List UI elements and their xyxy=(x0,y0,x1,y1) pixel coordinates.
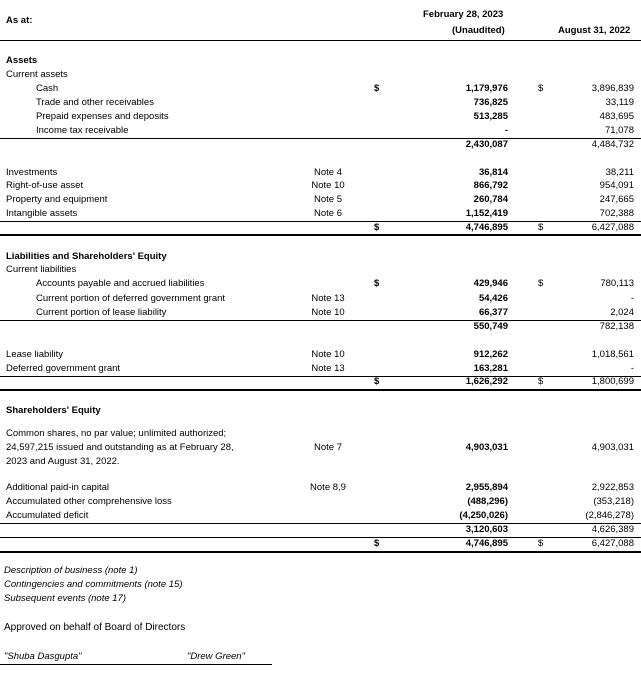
note-reference: Note 10 xyxy=(311,180,345,191)
row-label: Additional paid-in capital xyxy=(6,482,109,493)
currency-symbol: $ xyxy=(538,376,544,387)
value-aug-2022: 38,211 xyxy=(605,167,634,178)
value-aug-2022: 6,427,088 xyxy=(591,538,634,549)
row-label: Prepaid expenses and deposits xyxy=(36,111,169,122)
note-reference: Note 6 xyxy=(314,208,342,219)
value-feb-2023: (4,250,026) xyxy=(459,510,508,521)
row-label: Accounts payable and accrued liabilities xyxy=(36,278,205,289)
value-aug-2022: 247,665 xyxy=(599,194,634,205)
value-aug-2022: 1,800,699 xyxy=(591,376,634,387)
row-label: Right-of-use asset xyxy=(6,180,84,191)
row-label: Intangible assets xyxy=(6,208,78,219)
value-aug-2022: 4,626,389 xyxy=(591,524,634,535)
row-label: Trade and other receivables xyxy=(36,97,154,108)
value-aug-2022: (2,846,278) xyxy=(585,510,634,521)
row-label: Income tax receivable xyxy=(36,125,129,136)
value-feb-2023: 66,377 xyxy=(478,307,508,318)
value-feb-2023: 736,825 xyxy=(473,97,508,108)
value-feb-2023: 260,784 xyxy=(473,194,508,205)
value-aug-2022: 2,024 xyxy=(610,307,634,318)
rule-line xyxy=(0,376,641,377)
value-feb-2023: 2,955,894 xyxy=(465,482,508,493)
rule-line xyxy=(0,221,641,222)
signature-2: "Drew Green" xyxy=(187,651,245,662)
approval-text: Approved on behalf of Board of Directors xyxy=(4,622,186,633)
value-aug-2022: (353,218) xyxy=(593,496,634,507)
value-aug-2022: 33,119 xyxy=(605,97,634,108)
value-feb-2023: 550,749 xyxy=(473,321,508,332)
currency-symbol: $ xyxy=(538,538,544,549)
row-label: Lease liability xyxy=(6,349,64,360)
value-feb-2023: 4,746,895 xyxy=(465,538,508,549)
row-label: 24,597,215 issued and outstanding as at February 28, xyxy=(6,442,234,453)
value-feb-2023: 429,946 xyxy=(473,278,508,289)
footnote: Subsequent events (note 17) xyxy=(4,593,127,604)
note-reference: Note 10 xyxy=(311,307,345,318)
section-heading: Assets xyxy=(6,55,38,66)
value-aug-2022: 71,078 xyxy=(604,125,634,136)
value-feb-2023: - xyxy=(504,125,508,136)
rule-line xyxy=(0,234,641,236)
value-aug-2022: 702,388 xyxy=(599,208,634,219)
currency-symbol: $ xyxy=(538,83,544,94)
note-reference: Note 13 xyxy=(311,293,345,304)
value-aug-2022: 780,113 xyxy=(600,278,634,289)
value-feb-2023: 3,120,603 xyxy=(465,524,508,535)
rule-line xyxy=(0,537,641,538)
row-label: Current portion of lease liability xyxy=(36,307,167,318)
row-label: Accumulated deficit xyxy=(6,510,89,521)
row-label: Cash xyxy=(36,83,59,94)
row-label: Accumulated other comprehensive loss xyxy=(6,496,172,507)
rule-line xyxy=(0,551,641,553)
row-label: Investments xyxy=(6,167,58,178)
row-label: Current liabilities xyxy=(6,264,77,275)
row-label: 2023 and August 31, 2022. xyxy=(6,456,120,467)
value-feb-2023: 912,262 xyxy=(473,349,508,360)
col1-header-unaudited: (Unaudited) xyxy=(452,25,505,36)
value-feb-2023: 163,281 xyxy=(473,363,508,374)
section-heading: Shareholders' Equity xyxy=(6,405,101,416)
note-reference: Note 7 xyxy=(314,442,342,453)
value-aug-2022: 4,903,031 xyxy=(591,442,634,453)
row-label: Deferred government grant xyxy=(6,363,121,374)
value-aug-2022: 6,427,088 xyxy=(591,222,634,233)
value-feb-2023: 866,792 xyxy=(473,180,508,191)
value-aug-2022: - xyxy=(630,293,634,304)
value-aug-2022: 4,484,732 xyxy=(591,139,634,150)
currency-symbol: $ xyxy=(374,278,380,289)
rule-line xyxy=(0,523,641,524)
rule-line xyxy=(0,389,641,391)
note-reference: Note 8,9 xyxy=(310,482,346,493)
value-feb-2023: 513,285 xyxy=(473,111,508,122)
value-feb-2023: 36,814 xyxy=(478,167,508,178)
value-aug-2022: 483,695 xyxy=(599,111,634,122)
signature-line xyxy=(0,664,272,665)
row-label: Common shares, no par value; unlimited authorized; xyxy=(6,428,227,439)
row-label: Current portion of deferred government grant xyxy=(36,293,226,304)
value-aug-2022: 2,922,853 xyxy=(591,482,634,493)
signature-1: "Shuba Dasgupta" xyxy=(4,651,82,662)
currency-symbol: $ xyxy=(374,538,380,549)
note-reference: Note 5 xyxy=(314,194,342,205)
note-reference: Note 4 xyxy=(314,167,342,178)
value-feb-2023: (488,296) xyxy=(467,496,508,507)
value-aug-2022: 3,896,839 xyxy=(591,83,634,94)
value-aug-2022: - xyxy=(630,363,634,374)
header-divider xyxy=(0,40,641,41)
value-feb-2023: 1,152,419 xyxy=(465,208,508,219)
row-label: Property and equipment xyxy=(6,194,108,205)
value-feb-2023: 1,179,976 xyxy=(465,83,508,94)
currency-symbol: $ xyxy=(374,376,380,387)
section-heading: Liabilities and Shareholders' Equity xyxy=(6,251,167,262)
value-aug-2022: 954,091 xyxy=(599,180,634,191)
row-label: Current assets xyxy=(6,69,68,80)
footnote: Description of business (note 1) xyxy=(4,565,138,576)
currency-symbol: $ xyxy=(538,222,544,233)
value-aug-2022: 782,138 xyxy=(599,321,634,332)
currency-symbol: $ xyxy=(374,222,380,233)
note-reference: Note 13 xyxy=(311,363,345,374)
currency-symbol: $ xyxy=(538,278,544,289)
value-aug-2022: 1,018,561 xyxy=(591,349,634,360)
rule-line xyxy=(0,320,641,321)
value-feb-2023: 4,903,031 xyxy=(465,442,508,453)
currency-symbol: $ xyxy=(374,83,380,94)
value-feb-2023: 2,430,087 xyxy=(465,139,508,150)
value-feb-2023: 4,746,895 xyxy=(465,222,508,233)
as-at-label: As at: xyxy=(6,15,33,26)
value-feb-2023: 1,626,292 xyxy=(465,376,508,387)
col1-header-date: February 28, 2023 xyxy=(423,9,504,20)
value-feb-2023: 54,426 xyxy=(478,293,508,304)
note-reference: Note 10 xyxy=(311,349,345,360)
col2-header-date: August 31, 2022 xyxy=(558,25,631,36)
rule-line xyxy=(0,138,641,139)
footnote: Contingencies and commitments (note 15) xyxy=(4,579,183,590)
